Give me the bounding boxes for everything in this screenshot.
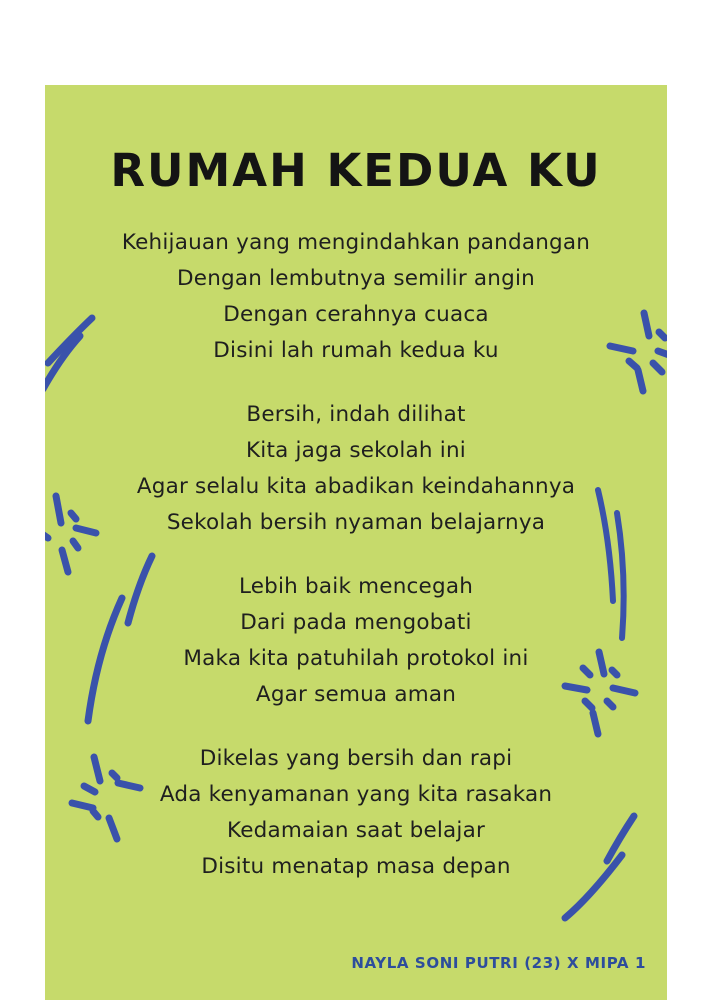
poem-line: Ada kenyamanan yang kita rasakan [159, 782, 553, 807]
poem-stanza-4 [160, 741, 552, 885]
poem-line: Kita jaga sekolah ini [246, 438, 466, 463]
poem-line: Disitu menatap masa depan [201, 854, 511, 879]
poem-line: Dari pada mengobati [240, 610, 472, 635]
poem-title: RUMAH KEDUA KU [110, 144, 602, 197]
poem-line: Dikelas yang bersih dan rapi [199, 746, 513, 771]
author-credit: NAYLA SONI PUTRI (23) X MIPA 1 [351, 954, 646, 972]
poem-line: Disini lah rumah kedua ku [213, 338, 499, 363]
poem-line: Sekolah bersih nyaman belajarnya [166, 510, 546, 535]
poem-content [45, 85, 667, 1000]
poem-line: Lebih baik mencegah [238, 574, 474, 599]
poem-stanza-2 [137, 397, 575, 541]
poem-line: Kedamaian saat belajar [226, 818, 486, 843]
poem-line: Agar semua aman [255, 682, 457, 707]
poem-line: Bersih, indah dilihat [246, 402, 466, 427]
poem-line: Maka kita patuhilah protokol ini [183, 646, 529, 671]
poem-stanza-3 [183, 569, 528, 713]
poem-stanza-1 [122, 225, 590, 369]
poem-poster-page [45, 85, 667, 1000]
poem-line: Kehijauan yang mengindahkan pandangan [121, 230, 591, 255]
poem-line: Dengan lembutnya semilir angin [177, 266, 535, 291]
poem-line: Dengan cerahnya cuaca [223, 302, 489, 327]
poem-line: Agar selalu kita abadikan keindahannya [136, 474, 576, 499]
